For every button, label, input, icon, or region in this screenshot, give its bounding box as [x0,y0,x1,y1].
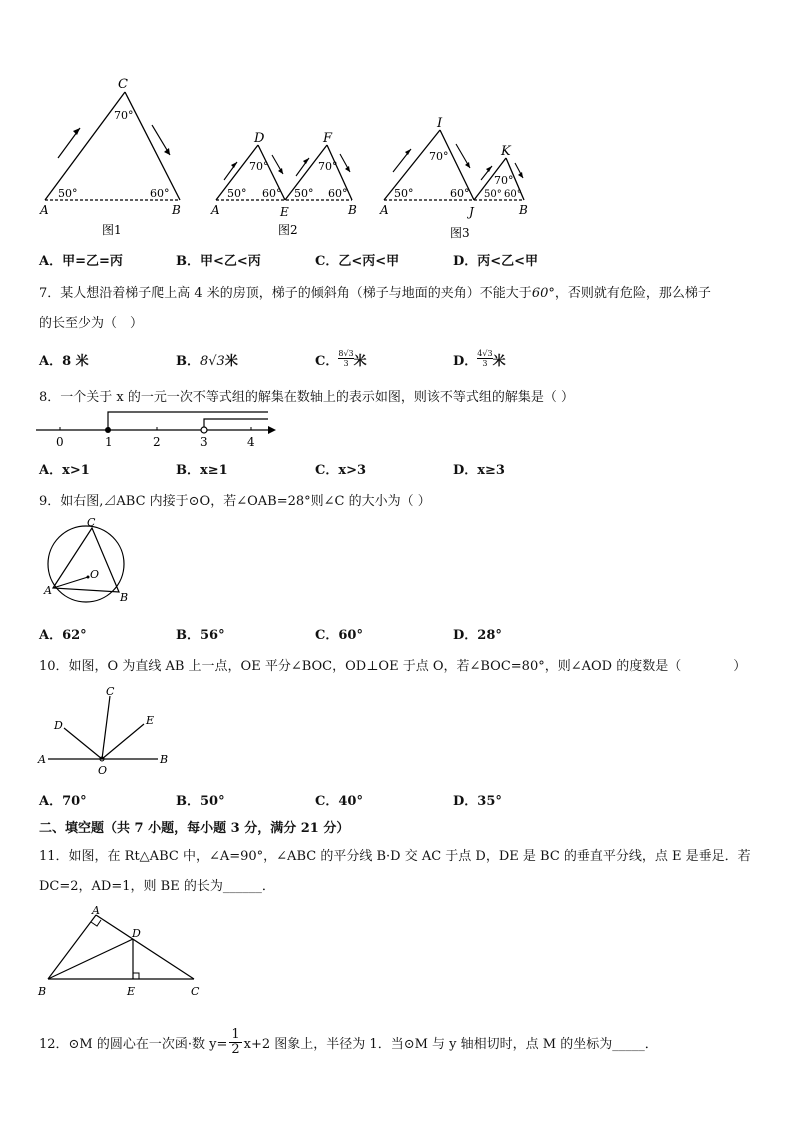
q9-circle-figure [36,512,136,607]
q6-option-d[interactable]: D．丙<乙<甲 [453,254,539,269]
f2-angle-1: 70° [249,160,269,173]
f2-angle-2: 70° [318,160,338,173]
q7-option-b-label: B． [176,354,200,369]
q10-option-d[interactable]: D．35° [453,794,502,809]
q8-option-b[interactable]: B．x≥1 [176,463,228,478]
f2-angle-5: 50° [294,187,314,200]
q11-label-e: E [127,985,136,998]
q9-option-c[interactable]: C．60° [315,628,363,643]
f3-angle-5: 50° [484,189,502,200]
f2-label-d: D [254,131,265,146]
f3-label-a: A [380,203,389,217]
right-angle-mark-e [133,973,139,979]
q7-option-c-den: 3 [343,359,349,368]
q7-text-b: ，否则就有危险，那么梯子 [554,286,711,301]
q9-label-o: O [90,568,100,581]
q12-text-a: 12．⊙M 的圆心在一次函·数 y= [39,1037,228,1052]
q8-option-c[interactable]: C．x>3 [315,463,367,478]
q10-label-d: D [54,719,63,732]
q10-label-e: E [146,714,155,727]
f2-label-f: F [323,131,333,146]
q7-option-c[interactable] [315,350,367,369]
f1-caption: 图1 [102,223,122,237]
q11-label-b: B [38,985,47,998]
tick-1: 1 [105,435,113,448]
q8-option-d[interactable]: D．x≥3 [453,463,505,478]
f2-angle-4: 60° [262,187,282,200]
q12-question [39,1028,658,1057]
q6-option-c[interactable]: C．乙<丙<甲 [315,254,400,269]
q10-option-b[interactable]: B．50° [176,794,225,809]
q9-option-a[interactable]: A．62° [39,628,87,643]
f3-angle-4: 60° [450,187,470,200]
q7-option-c-unit: 米 [353,354,367,369]
q7-option-d[interactable] [453,350,506,369]
q6-figures [30,70,550,245]
q7-angle: 60° [531,286,555,301]
q7-option-a[interactable]: A．8 米 [39,354,89,369]
q7-option-d-unit: 米 [492,354,506,369]
f1-angle-right: 60° [150,187,170,200]
tick-2: 2 [153,435,161,448]
f3-angle-6: 60° [504,189,522,200]
f3-label-i: I [437,116,443,131]
q10-angle-figure [36,684,176,779]
tick-4: 4 [247,435,255,448]
q10-label-c: C [106,685,115,698]
q7-option-d-label: D． [453,354,478,369]
f1-label-a: A [40,203,49,217]
q7-option-d-den: 3 [482,359,488,368]
q7-option-d-fraction [477,349,492,368]
f1-label-b: B [172,203,181,217]
f2-label-e: E [280,205,289,219]
q11-question-line1: 11．如图，在 Rt△ABC 中，∠A=90°，∠ABC 的平分线 B·D 交 AC 于点 D，DE 是 BC 的垂直平分线，点 E 是垂足．若 [39,849,751,864]
q11-label-c: C [191,985,200,998]
q7-text-a: 7．某人想沿着梯子爬上高 4 米的房顶，梯子的倾斜角（梯子与地面的夹角）不能大于 [39,286,532,301]
hollow-dot [201,427,207,433]
section-heading: 二、填空题（共 7 小题，每小题 3 分，满分 21 分） [39,821,350,836]
q9-question: 9．如右图,⊿ABC 内接于⊙O，若∠OAB=28°则∠C 的大小为（ ） [39,494,431,509]
q9-label-c: C [87,516,96,529]
tick-3: 3 [200,435,208,448]
q9-label-b: B [120,591,129,604]
q8-option-a[interactable]: A．x>1 [39,463,90,478]
f3-angle-3: 50° [394,187,414,200]
q7-option-d-num: 4√3 [477,349,493,358]
q7-question-line2: 的长至少为（ ） [39,316,144,331]
q10-question: 10．如图，O 为直线 AB 上一点，OE 平分∠BOC，OD⊥OE 于点 O，若∠BOC=80°，则∠AOD 的度数是（ ） [39,659,747,674]
q7-option-b[interactable] [176,350,238,369]
q12-fraction-num: 1 [231,1027,240,1042]
q7-option-b-unit: 米 [224,354,238,369]
q10-label-a: A [38,753,46,766]
f2-angle-3: 50° [227,187,247,200]
f3-label-j: J [469,205,474,219]
tick-0: 0 [56,435,64,448]
f1-angle-top: 70° [114,109,134,122]
q10-option-c[interactable]: C．40° [315,794,363,809]
figure-3 [379,116,528,240]
f3-label-k: K [501,144,511,159]
q10-option-a[interactable]: A．70° [39,794,87,809]
q9-label-a: A [44,584,52,597]
figure-1 [39,77,181,237]
q6-option-b[interactable]: B．甲<乙<丙 [176,254,261,269]
q7-option-c-label: C． [315,354,339,369]
f1-angle-left: 50° [58,187,78,200]
q11-label-a: A [92,904,100,917]
q7-option-c-fraction [338,349,353,368]
arrow-right-icon [268,426,276,434]
f3-angle-1: 70° [429,150,449,163]
f2-label-a: A [211,203,220,217]
right-angle-mark-a [91,920,101,926]
f3-angle-2: 70° [494,174,514,187]
q9-option-b[interactable]: B．56° [176,628,225,643]
q12-fraction [229,1028,241,1057]
q11-triangle-figure [34,903,209,1003]
q8-question: 8．一个关于 x 的一元一次不等式组的解集在数轴上的表示如图，则该不等式组的解集是（ ） [39,390,575,405]
q7-option-b-value: 8√3 [200,354,225,369]
q10-label-o: O [98,764,108,777]
q8-number-line [36,408,276,448]
q12-text-b: x+2 图象上，半径为 1．当⊙M 与 y 轴相切时，点 M 的坐标为_____． [243,1037,658,1052]
q6-option-a[interactable]: A．甲=乙=丙 [39,254,123,269]
q7-option-c-num: 8√3 [338,349,354,358]
f2-label-b: B [348,203,357,217]
solid-dot [105,427,111,433]
f2-angle-6: 60° [328,187,348,200]
f1-label-c: C [118,77,128,92]
q9-option-d[interactable]: D．28° [453,628,502,643]
q7-question-line1 [39,282,711,301]
q11-label-d: D [132,927,141,940]
figure-2 [210,131,357,237]
q10-label-b: B [160,753,169,766]
f3-caption: 图3 [450,226,470,240]
f2-caption: 图2 [278,223,298,237]
q12-fraction-den: 2 [231,1042,240,1057]
f3-label-b: B [519,203,528,217]
q11-question-line2: DC=2，AD=1，则 BE 的长为______． [39,879,275,894]
